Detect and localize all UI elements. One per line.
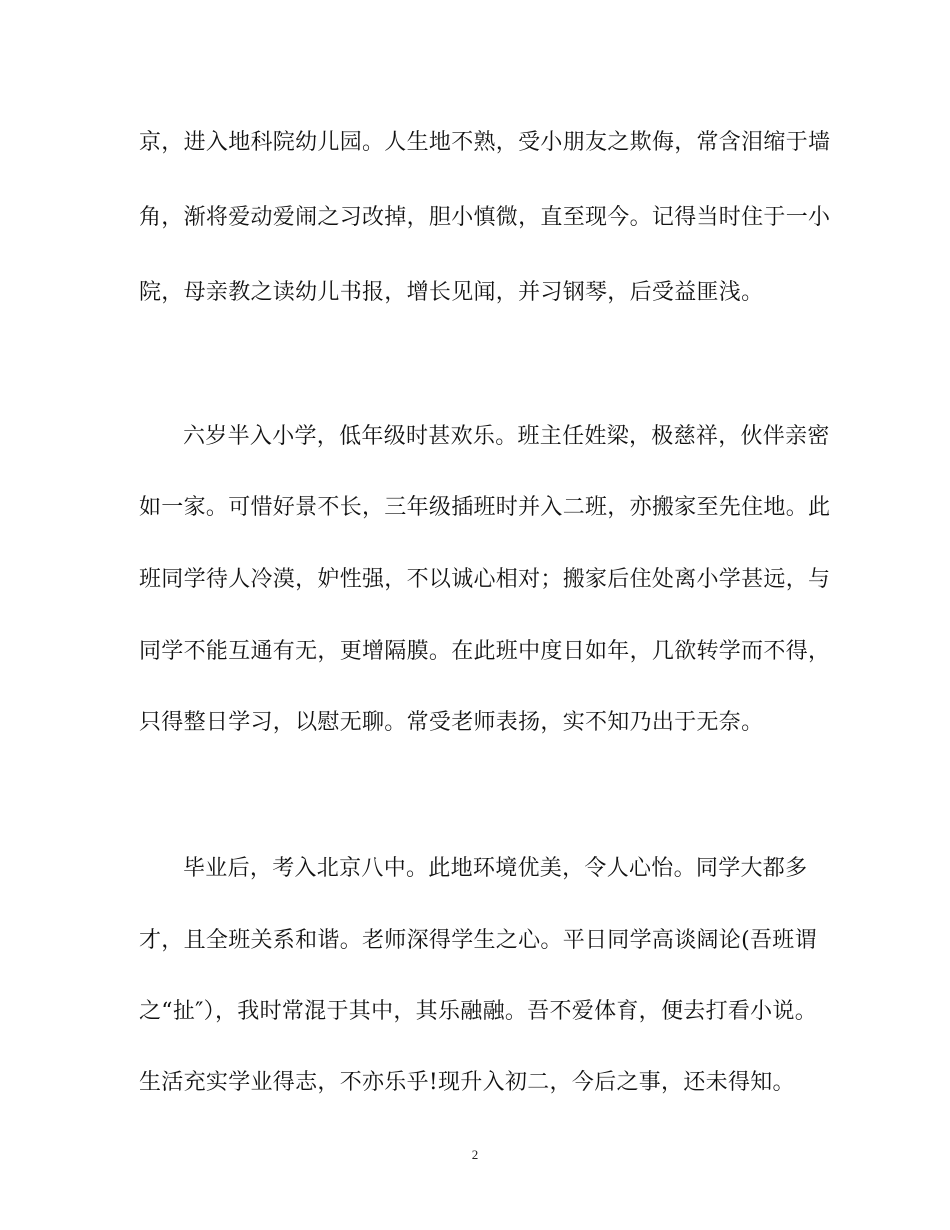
paragraph-2-line-2: 如一家。可惜好景不长，三年级插班时并入二班，亦搬家至先住地。此	[139, 495, 831, 520]
paragraph-2-line-5: 只得整日学习，以慰无聊。常受老师表扬，实不知乃出于无奈。	[139, 710, 764, 735]
paragraph-2-line-3: 班同学待人冷漠，妒性强，不以诚心相对；搬家后住处离小学甚远，与	[139, 567, 831, 592]
paragraph-1-line-2: 角，渐将爱动爱闹之习改掉，胆小慎微，直至现今。记得当时住于一小	[139, 205, 831, 230]
page-number: 2	[471, 1147, 479, 1162]
paragraph-3-line-3: 之“扯″），我时常混于其中，其乐融融。吾不爱体育，便去打看小说。	[139, 999, 818, 1024]
paragraph-2-line-4: 同学不能互通有无，更增隔膜。在此班中度日如年，几欲转学而不得，	[139, 639, 831, 664]
paragraph-3-line-2: 才，且全班关系和谐。老师深得学生之心。平日同学高谈阔论(吾班谓	[139, 928, 817, 953]
paragraph-1-line-1: 京，进入地科院幼儿园。人生地不熟，受小朋友之欺侮，常含泪缩于墙	[139, 130, 831, 155]
paragraph-3-line-4: 生活充实学业得志，不亦乐乎!现升入初二，今后之事，还未得知。	[139, 1070, 795, 1095]
paragraph-1-line-3: 院，母亲教之读幼儿书报，增长见闻，并习钢琴，后受益匪浅。	[139, 280, 764, 305]
paragraph-2-line-1: 六岁半入小学，低年级时甚欢乐。班主任姓梁，极慈祥，伙伴亲密	[183, 424, 830, 449]
paragraph-3-line-1: 毕业后，考入北京八中。此地环境优美，令人心怡。同学大都多	[183, 856, 808, 881]
